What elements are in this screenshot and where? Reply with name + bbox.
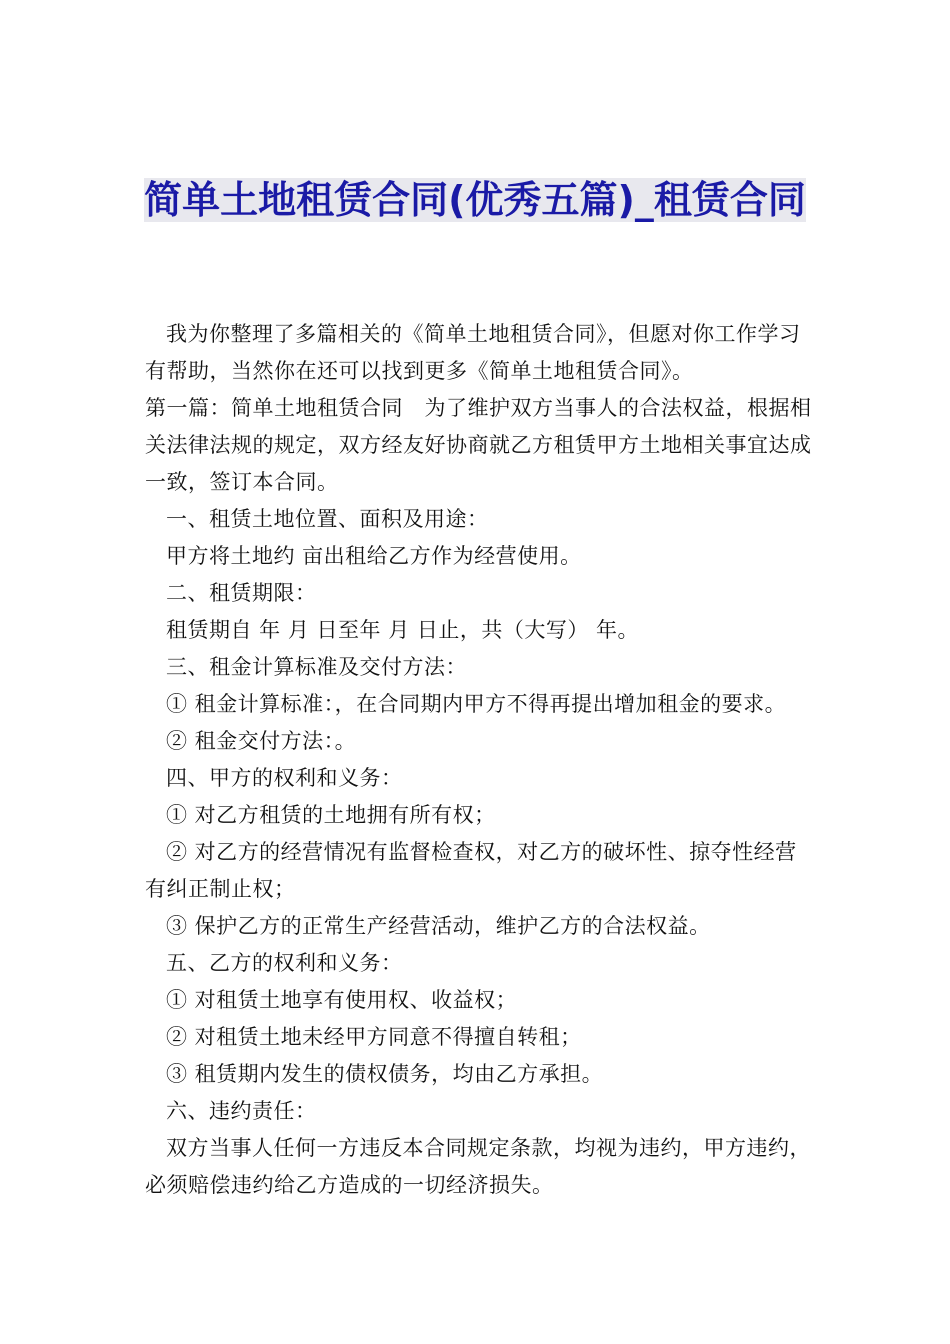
paragraph: 二、租赁期限： <box>166 581 317 605</box>
paragraph: 四、甲方的权利和义务： <box>166 766 403 790</box>
document-body <box>145 316 813 1204</box>
document-title <box>120 172 830 228</box>
paragraph: 双方当事人任何一方违反本合同规定条款，均视为违约，甲方违约，必须赔偿违约给乙方造成的一切经济损失。 <box>145 1136 811 1197</box>
paragraph: ② 租金交付方法：。 <box>166 729 357 753</box>
paragraph: 租赁期自 年 月 日至年 月 日止，共（大写） 年。 <box>166 618 640 642</box>
paragraph: ① 租金计算标准：，在合同期内甲方不得再提出增加租金的要求。 <box>166 692 787 716</box>
paragraph: 三、租金计算标准及交付方法： <box>166 655 467 679</box>
paragraph: ① 对租赁土地享有使用权、收益权； <box>166 988 518 1012</box>
paragraph: 第一篇：简单土地租赁合同 为了维护双方当事人的合法权益，根据相关法律法规的规定，双方经友好协商就乙方租赁甲方土地相关事宜达成一致，签订本合同。 <box>145 396 812 494</box>
paragraph: ② 对乙方的经营情况有监督检查权，对乙方的破坏性、掠夺性经营有纠正制止权； <box>145 840 797 901</box>
paragraph: ① 对乙方租赁的土地拥有所有权； <box>166 803 496 827</box>
paragraph: 甲方将土地约 亩出租给乙方作为经营使用。 <box>166 544 582 568</box>
paragraph: 一、租赁土地位置、面积及用途： <box>166 507 489 531</box>
paragraph: ② 对租赁土地未经甲方同意不得擅自转租； <box>166 1025 582 1049</box>
paragraph: ③ 租赁期内发生的债权债务，均由乙方承担。 <box>166 1062 604 1086</box>
paragraph: 我为你整理了多篇相关的《简单土地租赁合同》，但愿对你工作学习有帮助，当然你在还可以找到更多《简单土地租赁合同》。 <box>145 322 801 383</box>
paragraph: ③ 保护乙方的正常生产经营活动，维护乙方的合法权益。 <box>166 914 711 938</box>
paragraph: 五、乙方的权利和义务： <box>166 951 403 975</box>
document-title-text: 简单土地租赁合同(优秀五篇)_租赁合同 <box>144 178 806 222</box>
paragraph: 六、违约责任： <box>166 1099 317 1123</box>
